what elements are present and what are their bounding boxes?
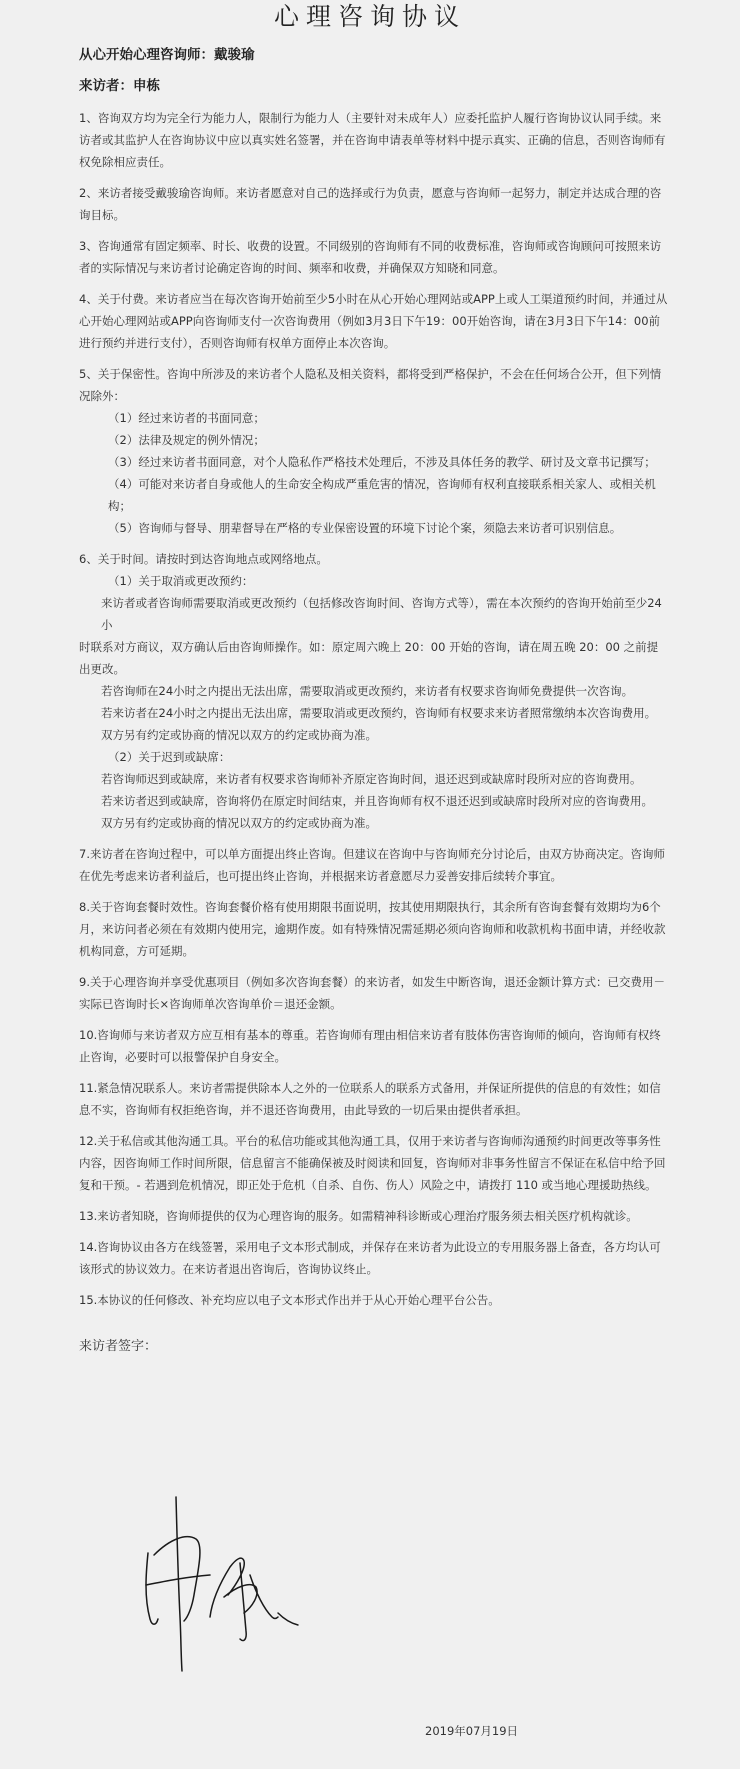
clause-6-text: 来访者或者咨询师需要取消或更改预约（包括修改咨询时间、咨询方式等），需在本次预约的咨询开始前至少24小 bbox=[101, 596, 662, 632]
clause-6-sub-late: （2）关于迟到或缺席： bbox=[108, 750, 231, 764]
clause-2: 2、来访者接受戴骏瑜咨询师。来访者愿意对自己的选择或行为负责，愿意与咨询师一起努力，制定并达成合理的咨询目标。 bbox=[79, 186, 662, 222]
clause-6-text: 时联系对方商议，双方确认后由咨询师操作。如：原定周六晚上 20：00 开始的咨询，请在周五晚 20：00 之前提出更改。 bbox=[79, 640, 659, 676]
clause-5-item: （3）经过来访者书面同意，对个人隐私作严格技术处理后，不涉及具体任务的教学、研讨及文章书记撰写； bbox=[108, 455, 656, 469]
clause-6-text: 双方另有约定或协商的情况以双方的约定或协商为准。 bbox=[101, 816, 377, 830]
counselor-line: 从心开始心理咨询师：戴骏瑜 bbox=[79, 47, 255, 63]
clause-6 bbox=[79, 548, 669, 834]
clause-6-intro: 6、关于时间。请按时到达咨询地点或网络地点。 bbox=[79, 552, 328, 566]
clause-5-item: （5）咨询师与督导、朋辈督导在严格的专业保密设置的环境下讨论个案，须隐去来访者可识别信息。 bbox=[108, 521, 622, 535]
clause-12: 12.关于私信或其他沟通工具。平台的私信功能或其他沟通工具，仅用于来访者与咨询师沟通预约时间更改等事务性内容，因咨询师工作时间所限，信息留言不能确保被及时阅读和回复，咨询师对非事务性留言不保证在私信中给予回复和干预。- 若遇到危机情况，即正处于危机（自杀、自伤、伤人）风险之中，请拨打 110 或当地心理援助热线。 bbox=[79, 1134, 666, 1192]
clause-4: 4、关于付费。来访者应当在每次咨询开始前至少5小时在从心开始心理网站或APP上或人工渠道预约时间，并通过从心开始心理网站或APP向咨询师支付一次咨询费用（例如3月3日下午19：00开始咨询，请在3月3日下午14：00前进行预约并进行支付），否则咨询师有权单方面停止本次咨询。 bbox=[79, 292, 668, 350]
clause-7: 7.来访者在咨询过程中，可以单方面提出终止咨询。但建议在咨询中与咨询师充分讨论后，由双方协商决定。咨询师在优先考虑来访者利益后，也可提出终止咨询，并根据来访者意愿尽力妥善安排后续转介事宜。 bbox=[79, 847, 665, 883]
clause-5-item: （2）法律及规定的例外情况； bbox=[108, 433, 265, 447]
clause-14: 14.咨询协议由各方在线签署，采用电子文本形式制成，并保存在来访者为此设立的专用服务器上备查，各方均认可该形式的协议效力。在来访者退出咨询后，咨询协议终止。 bbox=[79, 1240, 661, 1276]
clause-5-intro: 5、关于保密性。咨询中所涉及的来访者个人隐私及相关资料，都将受到严格保护，不会在任何场合公开，但下列情况除外： bbox=[79, 367, 662, 403]
clause-1: 1、咨询双方均为完全行为能力人，限制行为能力人（主要针对未成年人）应委托监护人履行咨询协议认同手续。来访者或其监护人在咨询协议中应以真实姓名签署，并在咨询申请表单等材料中提示真实、正确的信息，否则咨询师有权免除相应责任。 bbox=[79, 111, 666, 169]
clause-8: 8.关于咨询套餐时效性。咨询套餐价格有使用期限书面说明，按其使用期限执行，其余所有咨询套餐有效期均为6个月，来访问者必须在有效期内使用完，逾期作废。如有特殊情况需延期必须向咨询师和收款机构书面申请，并经收款机构同意，方可延期。 bbox=[79, 900, 666, 958]
handwritten-signature bbox=[140, 1495, 310, 1673]
clause-10: 10.咨询师与来访者双方应互相有基本的尊重。若咨询师有理由相信来访者有肢体伤害咨询师的倾向，咨询师有权终止咨询，必要时可以报警保护自身安全。 bbox=[79, 1028, 661, 1064]
agreement-body bbox=[79, 46, 669, 1356]
clause-9: 9.关于心理咨询并享受优惠项目（例如多次咨询套餐）的来访者，如发生中断咨询，退还金额计算方式：已交费用－实际已咨询时长×咨询师单次咨询单价＝退还金额。 bbox=[79, 975, 665, 1011]
signature-label: 来访者签字： bbox=[79, 1339, 158, 1354]
clause-5-item: （4）可能对来访者自身或他人的生命安全构成严重危害的情况，咨询师有权利直接联系相关家人、或相关机构； bbox=[108, 477, 656, 513]
clause-6-sub-cancel: （1）关于取消或更改预约： bbox=[108, 574, 254, 588]
visitor-line: 来访者：申栋 bbox=[79, 78, 160, 94]
clause-6-text: 若来访者在24小时之内提出无法出席，需要取消或更改预约，咨询师有权要求来访者照常缴纳本次咨询费用。 bbox=[101, 706, 657, 720]
clause-5 bbox=[79, 363, 669, 539]
document-title: 心理咨询协议 bbox=[273, 2, 466, 31]
clause-6-text: 若咨询师迟到或缺席，来访者有权要求咨询师补齐原定咨询时间，退还迟到或缺席时段所对应的咨询费用。 bbox=[101, 772, 642, 786]
clause-6-text: 双方另有约定或协商的情况以双方的约定或协商为准。 bbox=[101, 728, 377, 742]
clause-15: 15.本协议的任何修改、补充均应以电子文本形式作出并于从心开始心理平台公告。 bbox=[79, 1293, 500, 1307]
clause-6-text: 若来访者迟到或缺席，咨询将仍在原定时间结束，并且咨询师有权不退还迟到或缺席时段所对应的咨询费用。 bbox=[101, 794, 653, 808]
clause-13: 13.来访者知晓，咨询师提供的仅为心理咨询的服务。如需精神科诊断或心理治疗服务须去相关医疗机构就诊。 bbox=[79, 1209, 638, 1223]
clause-5-item: （1）经过来访者的书面同意； bbox=[108, 411, 265, 425]
clause-11: 11.紧急情况联系人。来访者需提供除本人之外的一位联系人的联系方式备用，并保证所提供的信息的有效性；如信息不实，咨询师有权拒绝咨询，并不退还咨询费用，由此导致的一切后果由提供者承担。 bbox=[79, 1081, 661, 1117]
signature-date: 2019年07月19日 bbox=[425, 1724, 519, 1738]
clause-6-text: 若咨询师在24小时之内提出无法出席，需要取消或更改预约，来访者有权要求咨询师免费提供一次咨询。 bbox=[101, 684, 634, 698]
clause-3: 3、咨询通常有固定频率、时长、收费的设置。不同级别的咨询师有不同的收费标准，咨询师或咨询顾问可按照来访者的实际情况与来访者讨论确定咨询的时间、频率和收费，并确保双方知晓和同意。 bbox=[79, 239, 662, 275]
